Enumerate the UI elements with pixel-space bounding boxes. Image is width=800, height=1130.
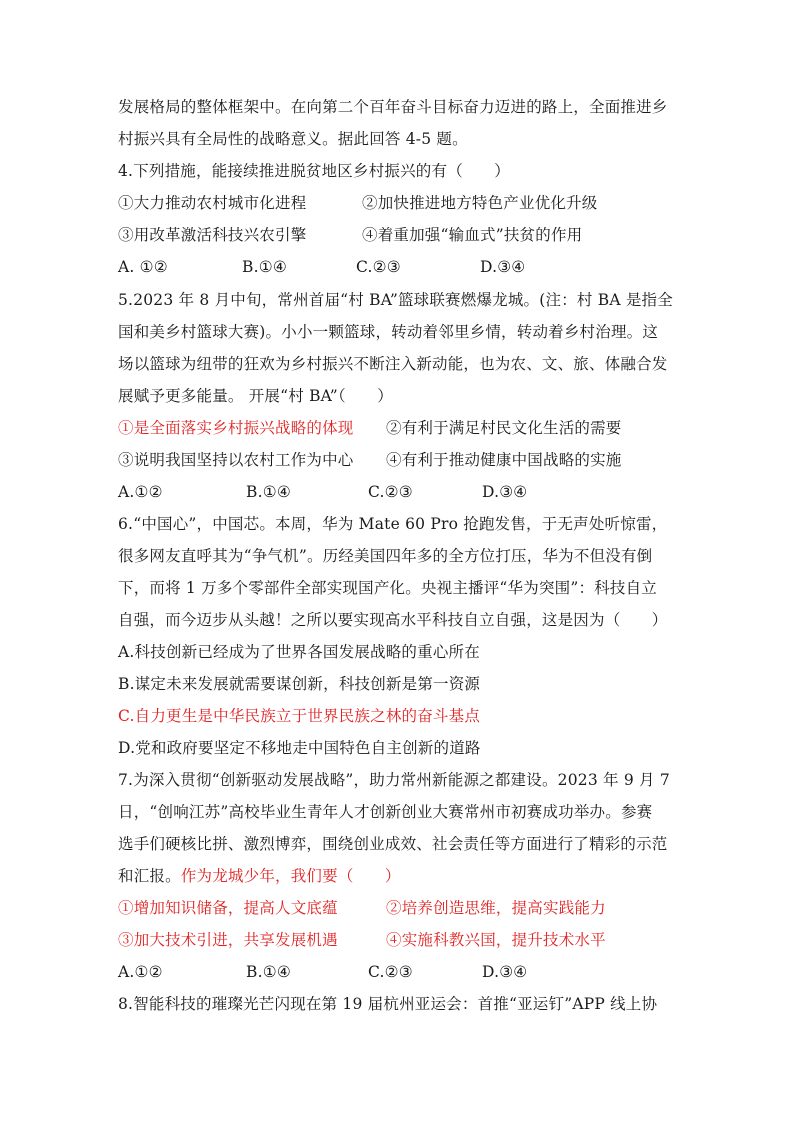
- q5-stem-1: 5.2023 年 8 月中旬，常州首届“村 BA”篮球联赛燃爆龙城。(注：村 BA 是指全: [118, 291, 673, 309]
- q4-option-1: ①大力推动农村城市化进程: [118, 194, 307, 212]
- q4-choice-b: B.①④: [242, 258, 287, 276]
- q7-stem-3: 选手们硬核比拼、激烈博弈，围绕创业成效、社会责任等方面进行了精彩的示范: [118, 835, 668, 853]
- q4-choice-a: A. ①②: [118, 258, 168, 276]
- q7-choice-c: C.②③: [368, 963, 413, 981]
- q7-option-4: ④实施科教兴国，提升技术水平: [386, 931, 606, 949]
- q7-choices: [118, 961, 693, 983]
- q5-stem-4: 展赋予更多能量。 开展“村 BA”（ ）: [118, 387, 393, 405]
- q5-stem-2: 国和美乡村篮球大赛)。小小一颗篮球，转动着邻里乡情，转动着乡村治理。这: [118, 323, 659, 341]
- q5-stem-3: 场以篮球为纽带的狂欢为乡村振兴不断注入新动能，也为农、文、旅、体融合发: [118, 355, 668, 373]
- q7-choice-b: B.①④: [246, 963, 291, 981]
- q4-option-3: ③用改革激活科技兴农引擎: [118, 226, 307, 244]
- q7-choice-a: A.①②: [118, 963, 163, 981]
- q5-option-3: ③说明我国坚持以农村工作为中心: [118, 451, 354, 469]
- intro-line-1: 发展格局的整体框架中。在向第二个百年奋斗目标奋力迈进的路上，全面推进乡: [118, 98, 668, 116]
- q5-option-1: ①是全面落实乡村振兴战略的体现: [118, 419, 354, 437]
- q6-stem-4: 自强，而今迈步从头越！之所以要实现高水平科技自立自强，这是因为（ ）: [118, 611, 668, 629]
- q7-option-2: ②培养创造思维，提高实践能力: [386, 899, 606, 917]
- q4-options-row-2: [118, 224, 693, 246]
- q5-choice-d: D.③④: [482, 483, 528, 501]
- q4-choice-c: C.②③: [356, 258, 401, 276]
- q4-option-4: ④着重加强“输血式”扶贫的作用: [362, 226, 583, 244]
- q6-stem-1: 6.“中国心”，中国芯。本周，华为 Mate 60 Pro 抢跑发售，于无声处听惊雷，: [118, 515, 668, 533]
- q7-stem-4-plain: 和汇报。: [118, 867, 181, 885]
- q5-options-row-2: [118, 449, 693, 471]
- q4-options-row-1: [118, 192, 693, 214]
- q5-choices: [118, 481, 693, 503]
- q6-stem-3: 下，而将 1 万多个零部件全部实现国产化。央视主播评“华为突围”：科技自立: [118, 579, 657, 597]
- q6-stem-2: 很多网友直呼其为“争气机”。历经美国四年多的全方位打压，华为不但没有倒: [118, 547, 653, 565]
- q7-option-1: ①增加知识储备，提高人文底蕴: [118, 899, 338, 917]
- q7-stem-1: 7.为深入贯彻“创新驱动发展战略”，助力常州新能源之都建设。2023 年 9 月 7: [118, 771, 670, 789]
- q7-stem-2: 日，“创响江苏”高校毕业生青年人才创新创业大赛常州市初赛成功举办。参赛: [118, 803, 653, 821]
- q6-option-c: C.自力更生是中华民族立于世界民族之林的奋斗基点: [118, 707, 481, 725]
- q7-option-3: ③加大技术引进，共享发展机遇: [118, 931, 338, 949]
- q5-choice-b: B.①④: [246, 483, 291, 501]
- q8-stem-1: 8.智能科技的璀璨光芒闪现在第 19 届杭州亚运会：首推“亚运钉”APP 线上协: [118, 995, 658, 1013]
- q7-stem-4: [118, 865, 401, 887]
- q5-options-row-1: [118, 417, 693, 439]
- intro-line-2: 村振兴具有全局性的战略意义。据此回答 4-5 题。: [118, 130, 468, 148]
- q5-choice-a: A.①②: [118, 483, 163, 501]
- q4-option-2: ②加快推进地方特色产业优化升级: [362, 194, 598, 212]
- q5-choice-c: C.②③: [368, 483, 413, 501]
- q7-stem-4-highlight: 作为龙城少年，我们要（ ）: [180, 867, 401, 885]
- q4-choice-d: D.③④: [480, 258, 526, 276]
- q7-options-row-1: [118, 897, 693, 919]
- q5-option-2: ②有利于满足村民文化生活的需要: [386, 419, 622, 437]
- q5-option-4: ④有利于推动健康中国战略的实施: [386, 451, 622, 469]
- q6-option-a: A.科技创新已经成为了世界各国发展战略的重心所在: [118, 643, 480, 661]
- q7-choice-d: D.③④: [482, 963, 528, 981]
- q4-choices: [118, 256, 693, 278]
- q6-option-d: D.党和政府要坚定不移地走中国特色自主创新的道路: [118, 739, 481, 757]
- q7-options-row-2: [118, 929, 693, 951]
- q4-stem: 4.下列措施，能接续推进脱贫地区乡村振兴的有（ ）: [118, 162, 510, 180]
- q6-option-b: B.谋定未来发展就需要谋创新，科技创新是第一资源: [118, 675, 481, 693]
